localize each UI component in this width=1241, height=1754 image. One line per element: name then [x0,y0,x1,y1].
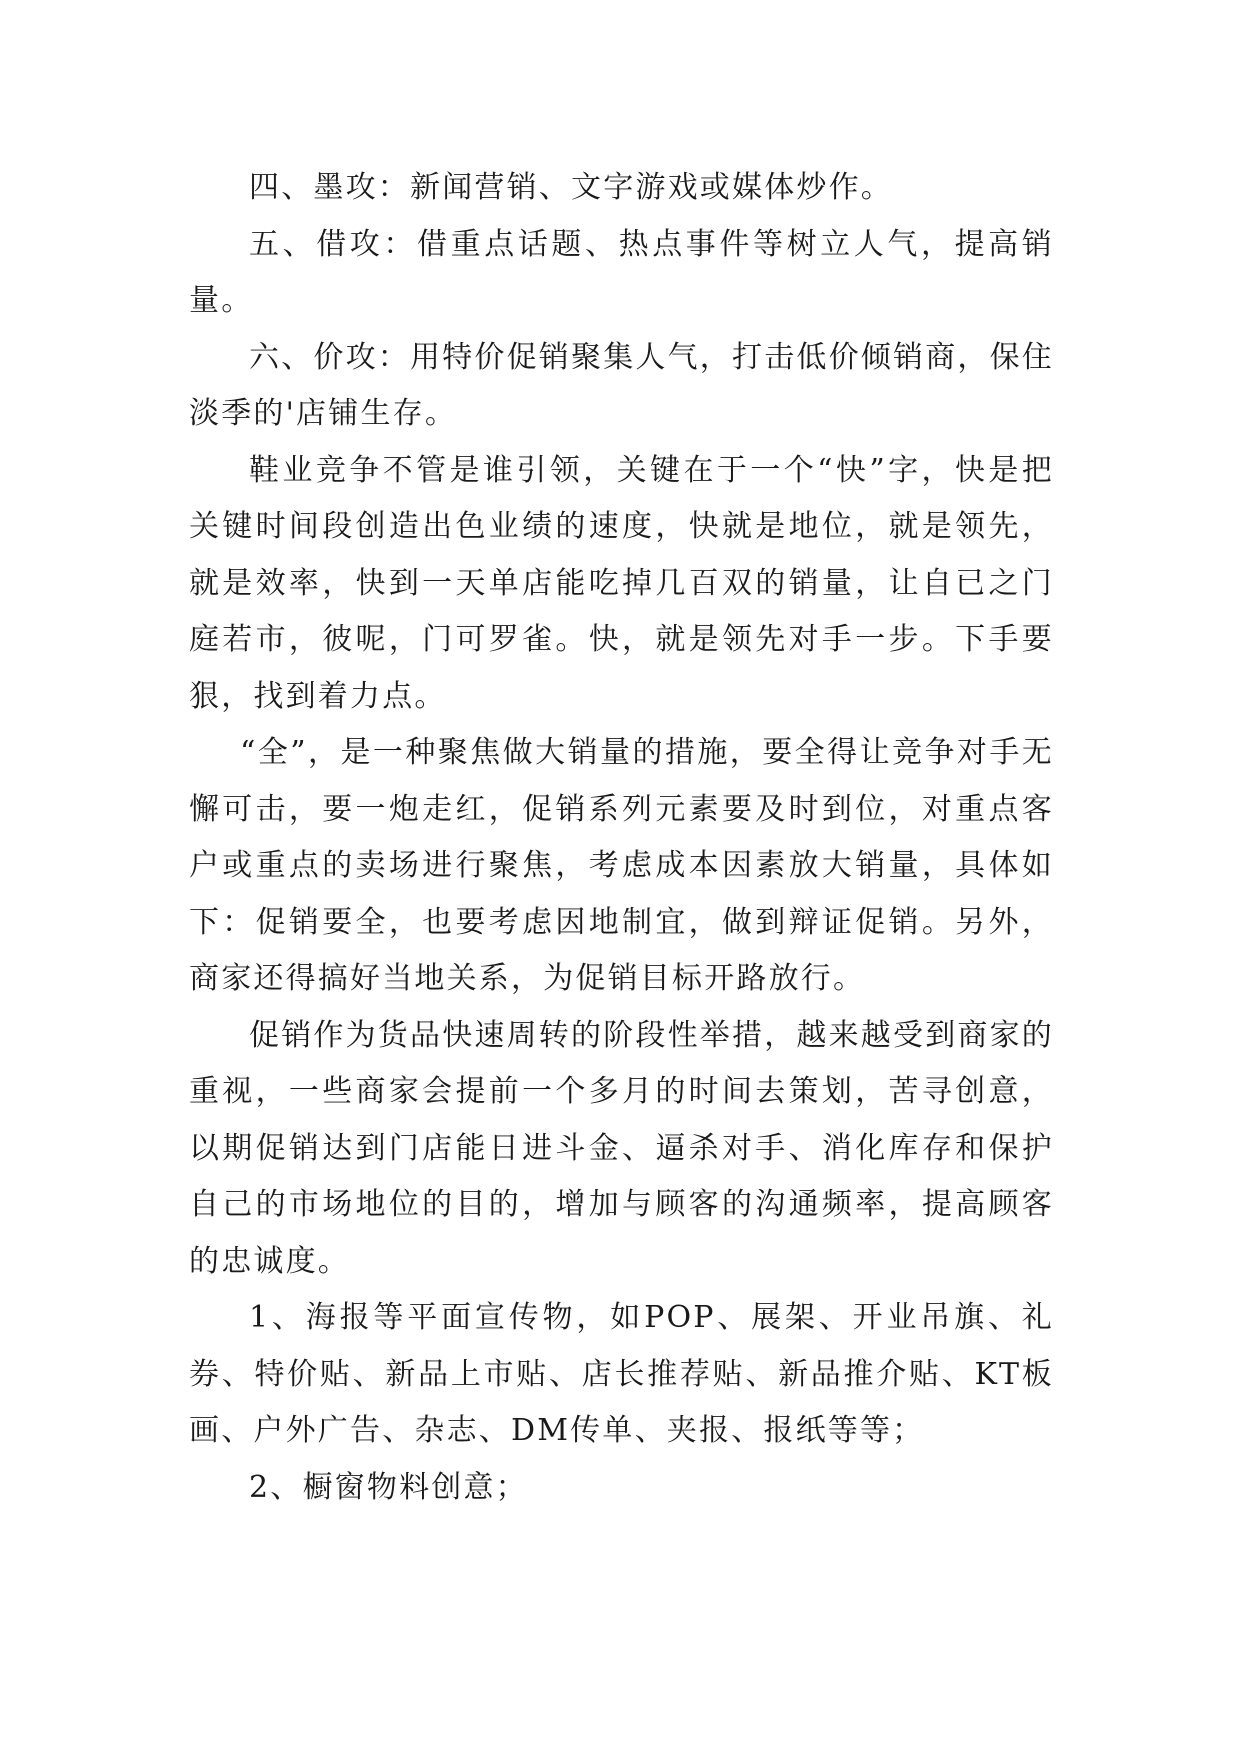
paragraph-mo-gong: 四、墨攻：新闻营销、文字游戏或媒体炒作。 [249,170,893,205]
paragraph-promotion: 促销作为货品快速周转的阶段性举措，越来越受到商家的重视，一些商家会提前一个多月的时间去策划，苦寻创意，以期促销达到门店能日进斗金、逼杀对手、消化库存和保护自己的市场地位的目的，增加与顾客的沟通频率，提高顾客的忠诚度。 [189,1017,1054,1279]
paragraph-jia-gong: 六、价攻：用特价促销聚集人气，打击低价倾销商，保住淡季的'店铺生存。 [189,339,1054,431]
paragraph-kuai: 鞋业竞争不管是谁引领，关键在于一个“快”字，快是把关键时间段创造出色业绩的速度，快就是地位，就是领先，就是效率，快到一天单店能吃掉几百双的销量，让自已之门庭若市，彼呢，门可罗雀。快，就是领先对手一步。下手要狠，找到着力点。 [189,452,1054,714]
list-item-window: 2、橱窗物料创意； [249,1469,528,1505]
document-body [189,160,1054,1516]
paragraph-jie-gong: 五、借攻：借重点话题、热点事件等树立人气，提高销量。 [189,226,1054,318]
paragraph-quan: “全”，是一种聚焦做大销量的措施，要全得让竞争对手无懈可击，要一炮走红，促销系列元素要及时到位，对重点客户或重点的卖场进行聚焦，考虑成本因素放大销量，具体如下：促销要全，也要考虑因地制宜，做到辩证促销。另外，商家还得搞好当地关系，为促销目标开路放行。 [189,735,1054,996]
list-item-poster: 1、海报等平面宣传物，如POP、展架、开业吊旗、礼券、特价贴、新品上市贴、店长推荐贴、新品推介贴、KT板画、户外广告、杂志、DM传单、夹报、报纸等等； [189,1300,1054,1448]
